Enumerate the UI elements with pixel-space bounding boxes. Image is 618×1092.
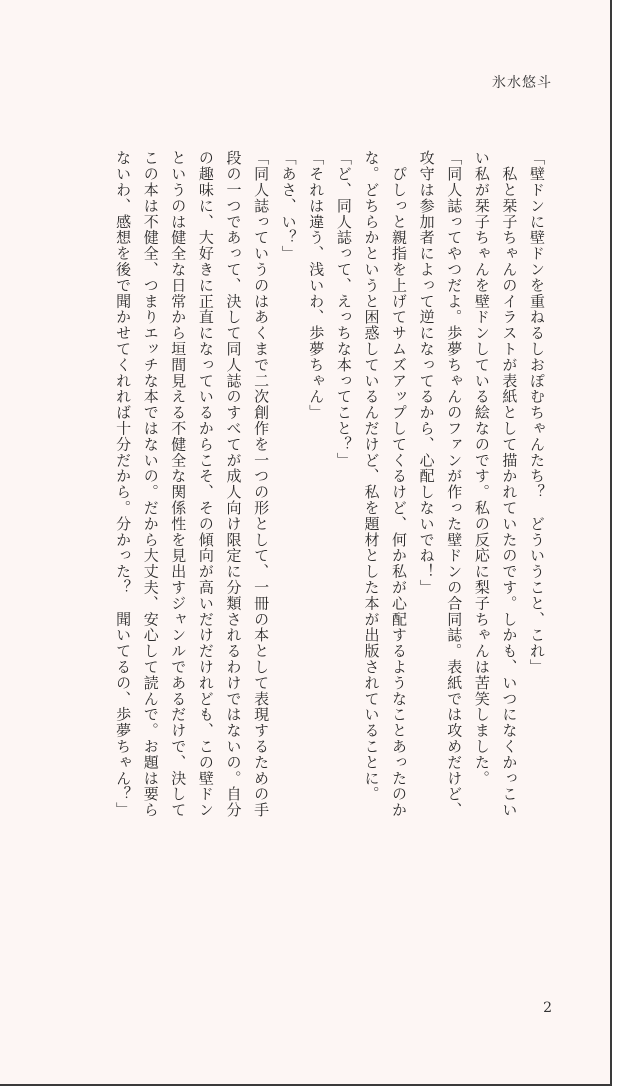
text-line: 「同人誌ってやつだよ。歩夢ちゃんのファンが作った壁ドンの合同誌。表紙では攻めだけど、 <box>445 150 464 818</box>
text-line: の趣味に、大好きに正直になっているからこそ、その傾向が高いだけだけれども、この壁ドン <box>196 150 215 818</box>
text-line: ないわ、感想を後で聞かせてくれれば十分だから。分かった？ 聞いてるの、歩夢ちゃん？」 <box>114 150 133 818</box>
author-name: 氷水悠斗 <box>492 75 552 91</box>
page-number: 2 <box>543 1000 552 1016</box>
text-line: 攻守は参加者によって逆になってるから、心配しないでね！」 <box>417 150 436 596</box>
text-line: というのは健全な日常から垣間見える不健全な関係性を見出すジャンルであるだけで、決して <box>169 150 188 818</box>
body-text <box>109 150 551 920</box>
text-line: 「あさ、い？」 <box>279 150 298 262</box>
text-line: 段の一つであって、決して同人誌のすべてが成人向け限定に分類されるわけではないの。自分 <box>224 150 243 818</box>
text-line: 「ど、同人誌って、えっちな本ってこと？」 <box>334 150 353 468</box>
text-line: 「壁ドンに壁ドンを重ねるしおぽむちゃんたち？ どういうこと、これ」 <box>528 150 546 675</box>
text-line: ぴしっと親指を上げてサムズアップしてくるけど、何か私が心配するようなことあったのか <box>390 150 409 818</box>
text-line: な。どちらかというと困惑しているんだけど、私を題材とした本が出版されていることに。 <box>362 150 381 802</box>
text-line: 「それは違う、浅いわ、歩夢ちゃん」 <box>307 150 326 421</box>
text-line: 私と栞子ちゃんのイラストが表紙として描かれていたのです。しかも、いつになくかっこい <box>500 150 519 818</box>
text-line: い私が栞子ちゃんを壁ドンしている絵なのです。私の反応に梨子ちゃんは苦笑しました。 <box>472 150 491 786</box>
text-line: 「同人誌っていうのはあくまで二次創作を一つの形として、一冊の本として表現するための手 <box>252 150 271 818</box>
text-line: この本は不健全、つまりエッチな本ではないの。だから大丈夫、安心して読んで。お題は要ら <box>141 150 160 818</box>
